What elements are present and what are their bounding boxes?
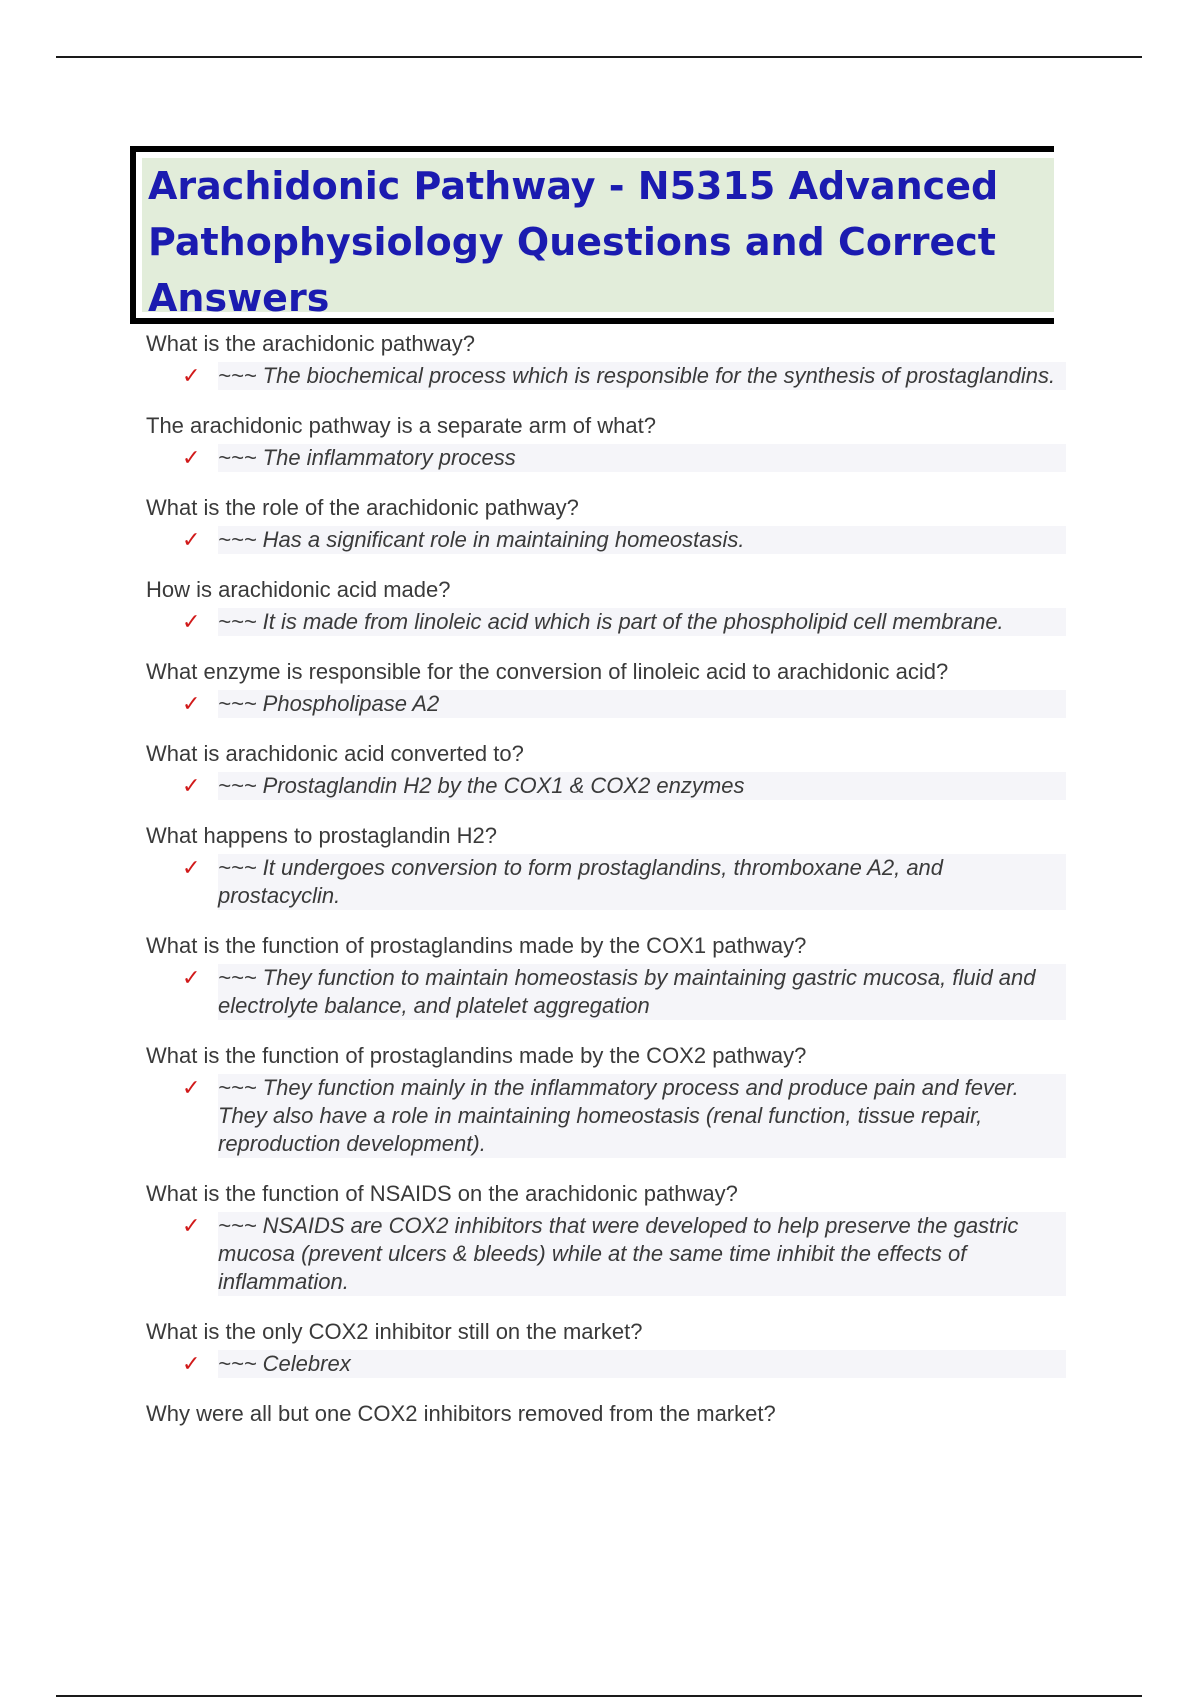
answer — [146, 1212, 1066, 1296]
answer-text: ~~~ Phospholipase A2 — [218, 690, 1066, 718]
top-rule — [56, 56, 1142, 58]
checkmark-icon: ✓ — [182, 445, 201, 470]
question-text: What is the arachidonic pathway? — [146, 331, 475, 356]
document-title — [148, 158, 1054, 326]
qa-item — [146, 576, 1066, 636]
qa-item — [146, 1400, 1066, 1428]
title-line-1: Arachidonic Pathway - N5315 Advanced — [148, 164, 999, 208]
qa-item — [146, 1180, 1066, 1296]
question-text: What is arachidonic acid converted to? — [146, 741, 524, 766]
answer — [146, 1074, 1066, 1158]
checkmark-icon: ✓ — [182, 965, 201, 990]
qa-list — [146, 330, 1066, 1428]
checkmark-icon: ✓ — [182, 609, 201, 634]
qa-item — [146, 740, 1066, 800]
checkmark-icon: ✓ — [182, 1351, 201, 1376]
answer — [146, 526, 1066, 554]
qa-item — [146, 658, 1066, 718]
qa-item — [146, 494, 1066, 554]
question-text: What is the only COX2 inhibitor still on the market? — [146, 1319, 643, 1344]
answer-text: ~~~ The biochemical process which is responsible for the synthesis of prostaglandins. — [218, 362, 1066, 390]
question-text: Why were all but one COX2 inhibitors removed from the market? — [146, 1401, 776, 1426]
qa-item — [146, 412, 1066, 472]
qa-item — [146, 932, 1066, 1020]
bottom-rule — [56, 1695, 1142, 1697]
question-text: What is the function of prostaglandins made by the COX2 pathway? — [146, 1043, 807, 1068]
answer — [146, 444, 1066, 472]
checkmark-icon: ✓ — [182, 773, 201, 798]
title-line-2: Pathophysiology Questions and Correct — [148, 220, 996, 264]
question-text: What happens to prostaglandin H2? — [146, 823, 498, 848]
answer — [146, 854, 1066, 910]
title-line-3: Answers — [148, 276, 330, 320]
answer-text: ~~~ They function to maintain homeostasis by maintaining gastric mucosa, fluid and electrolyte balance, and platelet aggregation — [218, 964, 1066, 1020]
checkmark-icon: ✓ — [182, 363, 201, 388]
checkmark-icon: ✓ — [182, 691, 201, 716]
title-background — [142, 158, 1054, 320]
qa-item — [146, 330, 1066, 390]
answer-text: ~~~ The inflammatory process — [218, 444, 1066, 472]
answer-text: ~~~ They function mainly in the inflammatory process and produce pain and fever. They also have a role in maintaining homeostasis (renal function, tissue repair, reproduction development). — [218, 1074, 1066, 1158]
answer-text: ~~~ Has a significant role in maintaining homeostasis. — [218, 526, 1066, 554]
question-text: The arachidonic pathway is a separate arm of what? — [146, 413, 656, 438]
answer — [146, 362, 1066, 390]
answer-text: ~~~ It is made from linoleic acid which is part of the phospholipid cell membrane. — [218, 608, 1066, 636]
checkmark-icon: ✓ — [182, 1075, 201, 1100]
question-text: What is the role of the arachidonic pathway? — [146, 495, 579, 520]
answer — [146, 772, 1066, 800]
answer — [146, 964, 1066, 1020]
answer-text: ~~~ It undergoes conversion to form prostaglandins, thromboxane A2, and prostacyclin. — [218, 854, 1066, 910]
answer-text: ~~~ Prostaglandin H2 by the COX1 & COX2 enzymes — [218, 772, 1066, 800]
qa-item — [146, 822, 1066, 910]
question-text: How is arachidonic acid made? — [146, 577, 451, 602]
checkmark-icon: ✓ — [182, 1213, 201, 1238]
checkmark-icon: ✓ — [182, 527, 201, 552]
question-text: What enzyme is responsible for the conversion of linoleic acid to arachidonic acid? — [146, 659, 949, 684]
answer — [146, 690, 1066, 718]
question-text: What is the function of prostaglandins made by the COX1 pathway? — [146, 933, 807, 958]
question-text: What is the function of NSAIDS on the arachidonic pathway? — [146, 1181, 738, 1206]
title-box — [130, 146, 1054, 324]
answer-text: ~~~ NSAIDS are COX2 inhibitors that were developed to help preserve the gastric mucosa (prevent ulcers & bleeds) while at the same time inhibit the effects of inflammation. — [218, 1212, 1066, 1296]
answer — [146, 1350, 1066, 1378]
checkmark-icon: ✓ — [182, 855, 201, 880]
answer-text: ~~~ Celebrex — [218, 1350, 1066, 1378]
qa-item — [146, 1318, 1066, 1378]
answer — [146, 608, 1066, 636]
qa-item — [146, 1042, 1066, 1158]
